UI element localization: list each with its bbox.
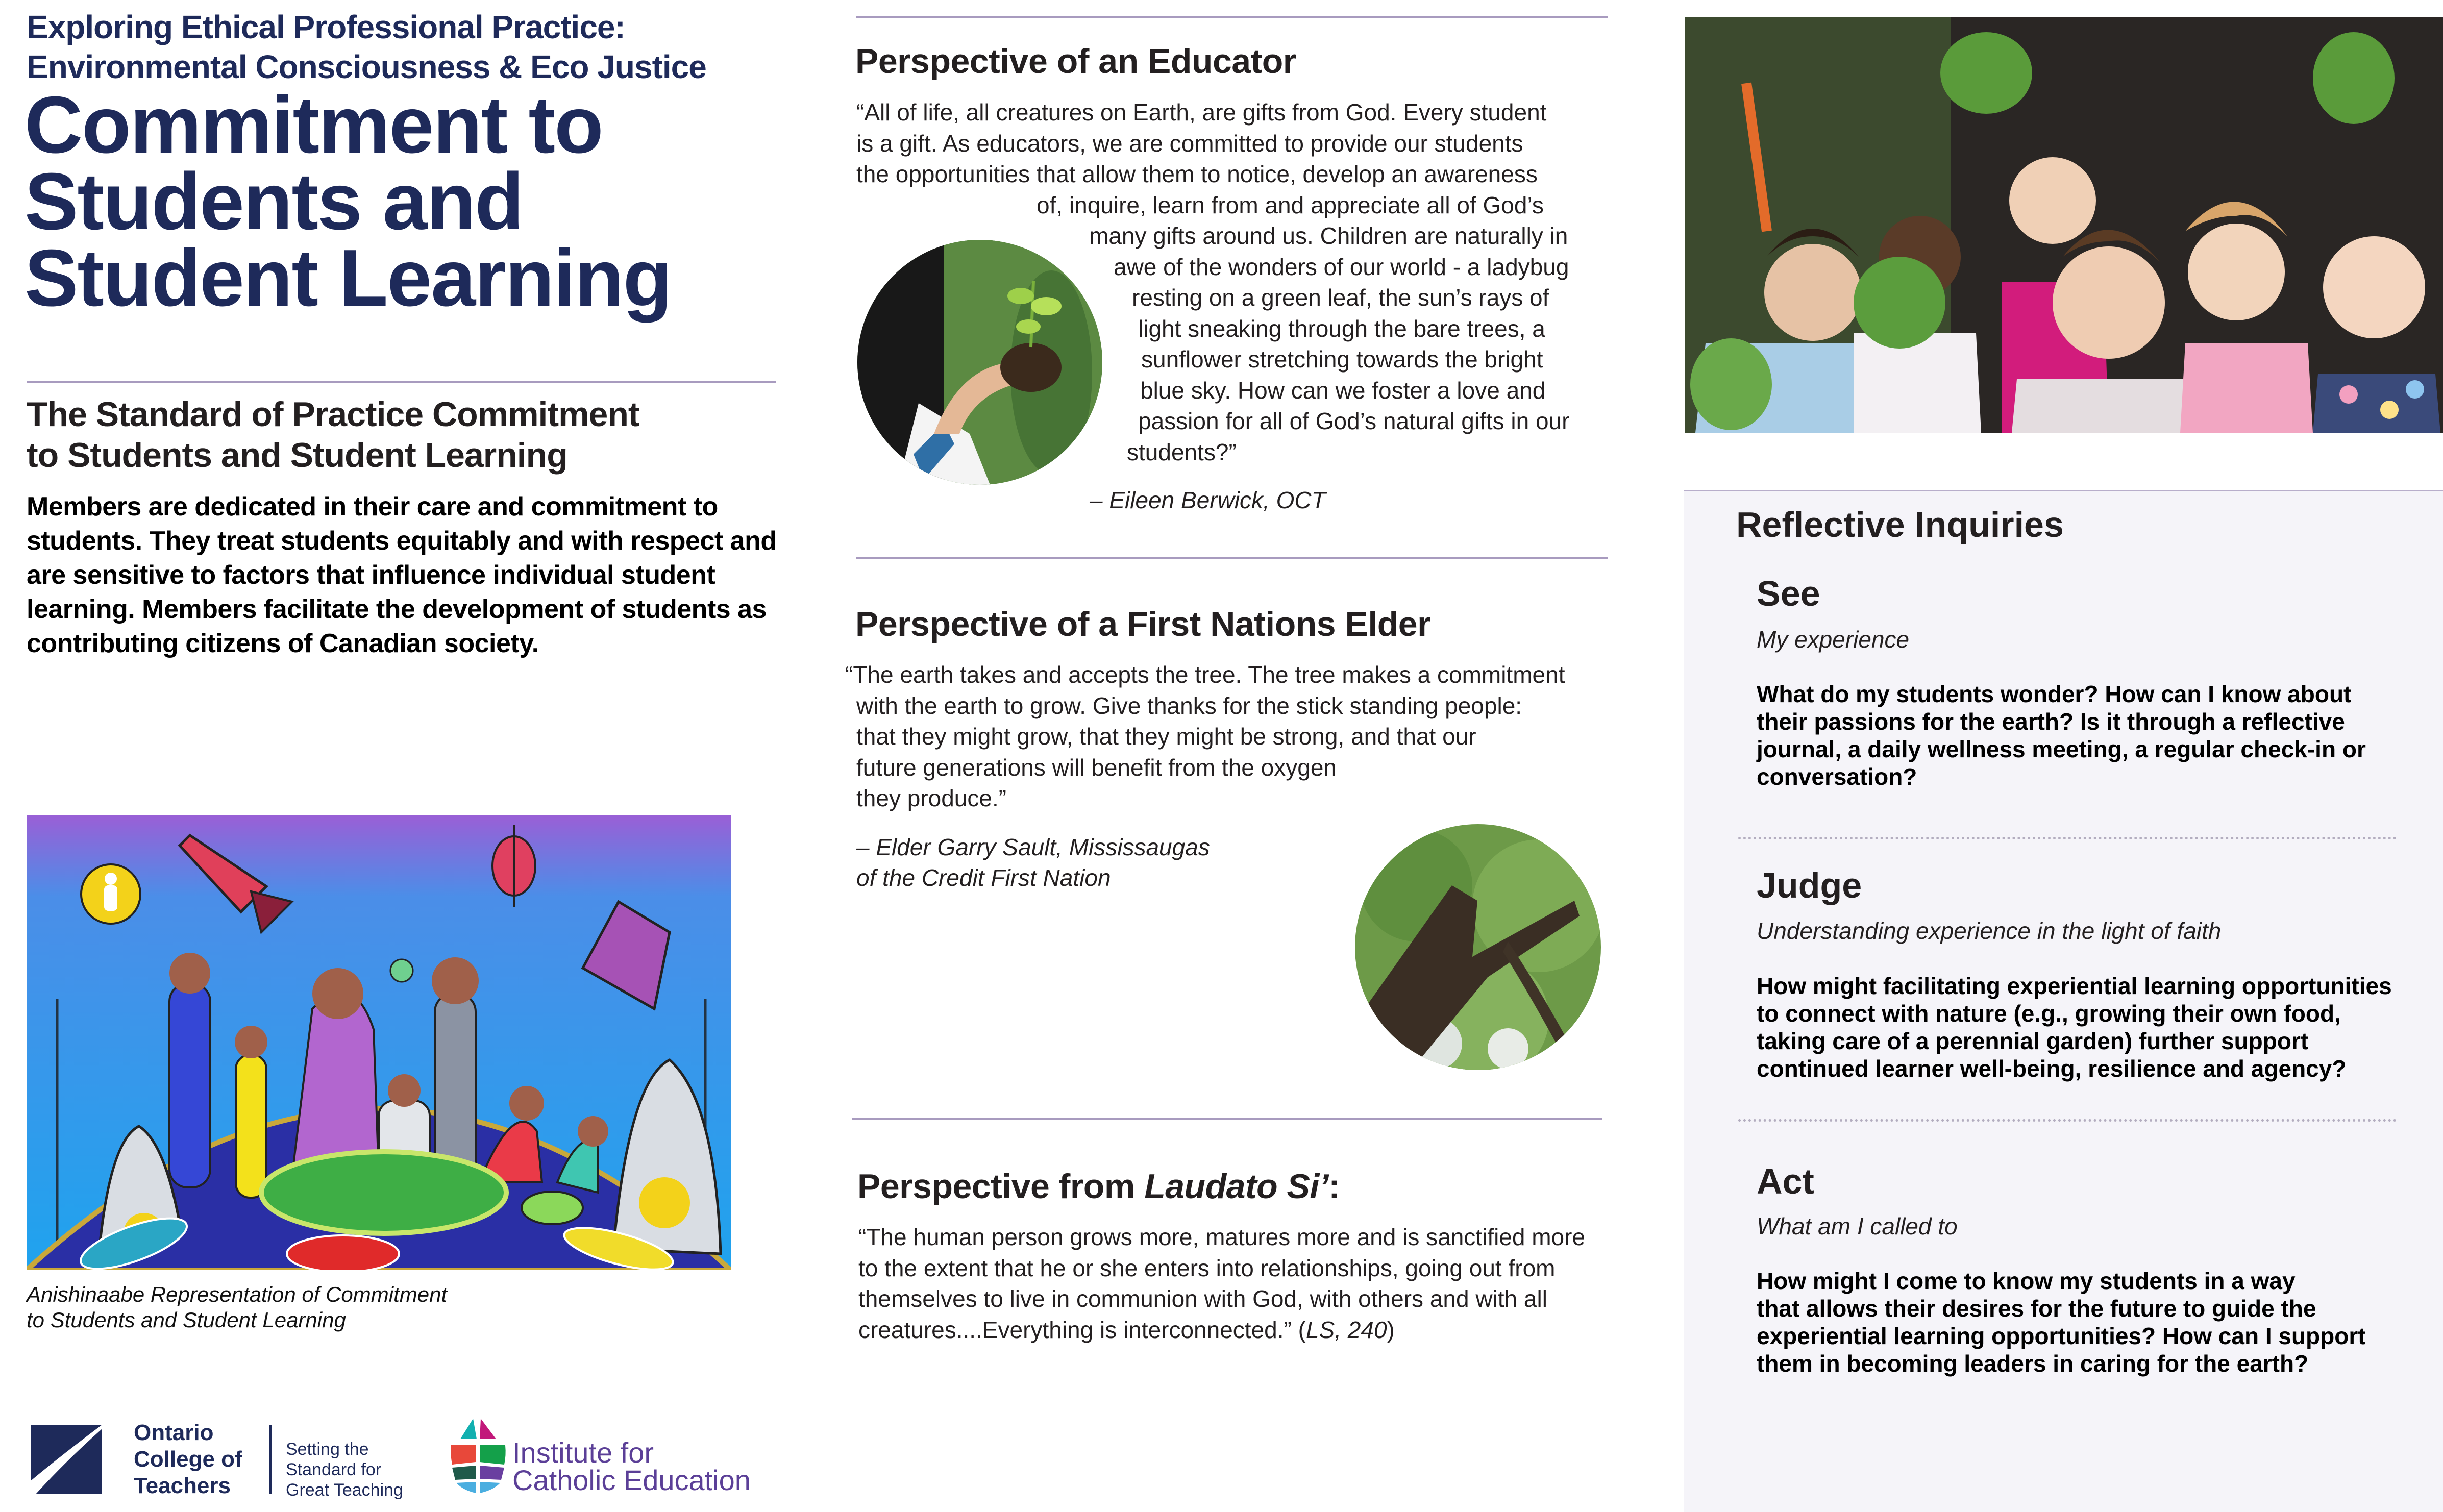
quote-line: the opportunities that allow them to notice, develop an awareness	[856, 161, 1538, 187]
ice-line-1: Institute for	[512, 1436, 654, 1469]
ice-line-2: Catholic Education	[512, 1464, 751, 1496]
see-body	[1757, 680, 2420, 790]
quote-line: sunflower stretching towards the bright	[1141, 346, 1543, 373]
oct-line-2: College of	[134, 1447, 242, 1472]
painting-illustration-icon	[27, 815, 731, 1270]
body-line: How might I come to know my students in a way	[1757, 1268, 2296, 1294]
painting-caption	[27, 1282, 639, 1333]
reflective-inquiries-panel	[1684, 490, 2443, 1512]
act-heading: Act	[1757, 1161, 1814, 1201]
divider	[856, 16, 1608, 18]
heading-italic: Laudato Si’	[1144, 1167, 1329, 1206]
body-line: How might facilitating experiential learning opportunities	[1757, 973, 2392, 999]
body-line: that allows their desires for the future to guide the	[1757, 1295, 2316, 1322]
quote-line: themselves to live in communion with God, with others and with all	[858, 1285, 1547, 1312]
dotted-divider	[1738, 837, 2397, 839]
body-line: conversation?	[1757, 763, 1917, 790]
title-line-1: Commitment to	[24, 80, 603, 170]
quote-line: “The human person grows more, matures more and is sanctified more	[858, 1224, 1586, 1250]
anishinaabe-painting	[27, 815, 731, 1270]
page-title	[24, 80, 790, 323]
divider	[856, 557, 1608, 559]
quote-line: resting on a green leaf, the sun’s rays of	[1132, 284, 1549, 311]
logo-divider	[269, 1425, 272, 1494]
tagline-line-2: Standard for	[286, 1460, 382, 1479]
judge-body	[1757, 972, 2430, 1082]
body-line: their passions for the earth? Is it through a reflective	[1757, 708, 2345, 735]
divider	[852, 1118, 1602, 1120]
title-line-3: Student Learning	[24, 233, 672, 323]
tagline-line-1: Setting the	[286, 1440, 369, 1459]
oct-line-1: Ontario	[134, 1420, 214, 1445]
heading-suffix: :	[1328, 1167, 1340, 1206]
tagline-line-3: Great Teaching	[286, 1480, 403, 1500]
ice-wordmark	[512, 1436, 751, 1496]
citation: LS, 240	[1305, 1316, 1387, 1343]
footer-logos	[27, 1419, 767, 1505]
quote-line: with the earth to grow. Give thanks for the stick standing people:	[856, 692, 1522, 719]
quote-line: students?”	[1127, 438, 1237, 465]
see-heading: See	[1757, 574, 1820, 613]
series-kicker	[27, 7, 792, 87]
body-line: What do my students wonder? How can I know about	[1757, 681, 2352, 707]
caption-line-1: Anishinaabe Representation of Commitment	[27, 1282, 448, 1306]
body-line: them in becoming leaders in caring for the earth?	[1757, 1350, 2309, 1377]
standard-heading	[27, 394, 767, 476]
see-subtitle: My experience	[1757, 626, 1910, 653]
educator-attribution: – Eileen Berwick, OCT	[1090, 487, 1326, 513]
elder-quote	[845, 659, 1621, 814]
seedling-photo	[857, 240, 1102, 485]
quote-line: of, inquire, learn from and appreciate all of God’s	[1037, 191, 1544, 218]
quote-line: to the extent that he or she enters into relationships, going out from	[858, 1254, 1556, 1281]
quote-line: passion for all of God’s natural gifts in our	[1138, 408, 1570, 434]
standard-heading-line-1: The Standard of Practice Commitment	[27, 395, 639, 434]
tree-canopy-icon	[1355, 824, 1601, 1070]
oct-tagline	[286, 1439, 403, 1500]
standard-heading-line-2: to Students and Student Learning	[27, 436, 567, 475]
quote-line: awe of the wonders of our world - a ladybug	[1114, 253, 1569, 280]
children-holding-vegetables-icon	[1685, 17, 2443, 433]
attribution-line-1: – Elder Garry Sault, Mississaugas	[856, 834, 1210, 860]
laudato-heading	[857, 1166, 1613, 1207]
heading-prefix: Perspective from	[857, 1167, 1145, 1206]
citation-close: )	[1387, 1316, 1395, 1343]
educator-heading: Perspective of an Educator	[855, 42, 1296, 81]
oct-logo-mark-icon	[31, 1425, 102, 1494]
children-garden-photo	[1685, 17, 2443, 433]
kicker-line-2: Environmental Consciousness & Eco Justice	[27, 48, 706, 85]
body-line: taking care of a perennial garden) further support	[1757, 1028, 2309, 1054]
caption-line-2: to Students and Student Learning	[27, 1308, 346, 1332]
quote-line	[858, 1315, 1634, 1346]
act-subtitle: What am I called to	[1757, 1213, 1958, 1240]
attribution-line-2: of the Credit First Nation	[856, 864, 1111, 891]
quote-line: that they might grow, that they might be strong, and that our	[856, 723, 1476, 750]
body-line: experiential learning opportunities? How can I support	[1757, 1323, 2366, 1349]
kicker-line-1: Exploring Ethical Professional Practice:	[27, 9, 625, 45]
reflective-title: Reflective Inquiries	[1736, 505, 2064, 544]
quote-line: is a gift. As educators, we are committed to provide our students	[856, 130, 1523, 157]
seedling-hands-icon	[857, 240, 1102, 485]
laudato-quote	[858, 1222, 1634, 1345]
quote-last: creatures....Everything is interconnected.” (	[858, 1316, 1306, 1343]
ice-logo-mark-icon	[450, 1419, 506, 1493]
body-line: continued learner well-being, resilience and agency?	[1757, 1055, 2347, 1082]
judge-heading: Judge	[1757, 865, 1862, 905]
quote-line: many gifts around us. Children are naturally in	[1089, 222, 1568, 249]
quote-line: they produce.”	[856, 785, 1007, 811]
quote-line: light sneaking through the bare trees, a	[1138, 315, 1545, 342]
standard-body: Members are dedicated in their care and commitment to students. They treat students equitably and with respect and are sensitive to factors that influence individual student learning. Members facilitate the development of students as contributing citizens of Canadian society.	[27, 492, 777, 658]
dotted-divider	[1738, 1119, 2397, 1122]
quote-line: blue sky. How can we foster a love and	[1140, 377, 1546, 404]
divider	[27, 381, 776, 383]
oct-wordmark	[134, 1420, 242, 1499]
body-line: journal, a daily wellness meeting, a regular check-in or	[1757, 736, 2366, 762]
judge-subtitle: Understanding experience in the light of faith	[1757, 918, 2222, 944]
quote-line: “All of life, all creatures on Earth, are gifts from God. Every student	[856, 99, 1547, 126]
tree-photo	[1355, 824, 1601, 1070]
act-body	[1757, 1267, 2430, 1377]
elder-attribution	[856, 832, 1210, 893]
elder-heading: Perspective of a First Nations Elder	[855, 605, 1431, 643]
quote-line: “The earth takes and accepts the tree. The tree makes a commitment	[845, 661, 1565, 688]
quote-line: future generations will benefit from the oxygen	[856, 754, 1337, 781]
title-line-2: Students and	[24, 157, 523, 246]
oct-line-3: Teachers	[134, 1473, 231, 1498]
body-line: to connect with nature (e.g., growing their own food,	[1757, 1000, 2341, 1027]
